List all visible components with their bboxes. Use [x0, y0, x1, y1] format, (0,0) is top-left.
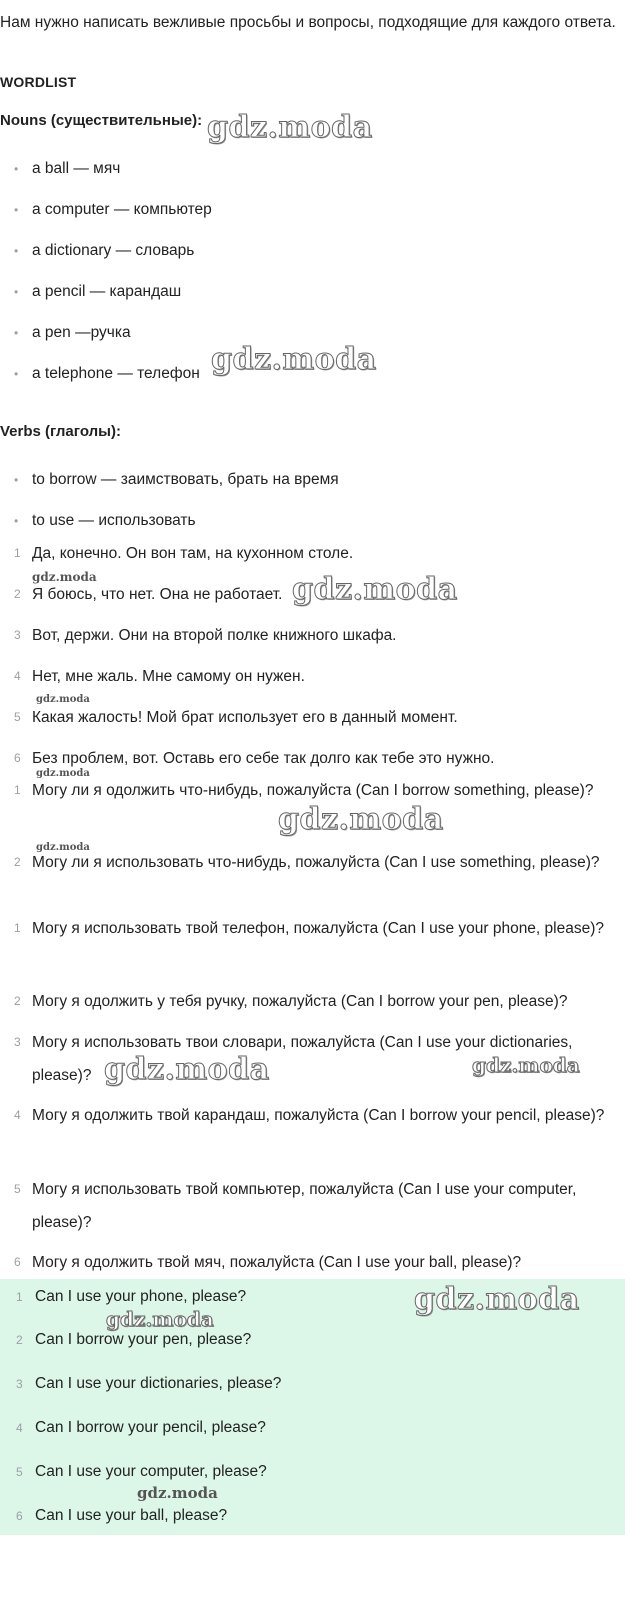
noun-item: • a pen —ручка: [14, 324, 131, 341]
bullet-icon: •: [14, 285, 19, 299]
verbs-heading: Verbs (глаголы):: [0, 423, 121, 440]
bullet-icon: •: [14, 367, 19, 381]
verb-item: • to use — использовать: [14, 512, 196, 529]
answer-item: 5 Can I use your computer, please?: [16, 1463, 267, 1480]
bullet-icon: •: [14, 203, 19, 217]
noun-item: • a pencil — карандаш: [14, 283, 182, 300]
request-item: 3 Могу я использовать твои словари, пожалуйста (Can I use your dictionaries, please)?: [14, 1034, 573, 1084]
watermark-logo: gdz.moda: [36, 768, 90, 779]
translation-item: 6 Без проблем, вот. Оставь его себе так долго как тебе это нужно.: [14, 750, 495, 767]
translation-item: 5 Какая жалость! Мой брат использует его в данный момент.: [14, 709, 458, 726]
watermark-logo: gdz.moda: [32, 570, 97, 584]
answer-item: 4 Can I borrow your pencil, please?: [16, 1419, 266, 1436]
answer-item: 6 Can I use your ball, please?: [16, 1507, 228, 1524]
request-item: 4 Могу я одолжить твой карандаш, пожалуйста (Can I borrow your pencil, please)?: [14, 1107, 605, 1124]
bullet-icon: •: [14, 326, 19, 340]
watermark-logo: gdz.moda: [278, 802, 444, 837]
answers-block: [0, 1279, 625, 1535]
watermark-logo: gdz.moda: [104, 1052, 270, 1087]
request-item: 5 Могу я использовать твой компьютер, пожалуйста (Can I use your computer, please)?: [14, 1181, 577, 1231]
translation-item: 2 Я боюсь, что нет. Она не работает.: [14, 586, 283, 603]
noun-item: • a computer — компьютер: [14, 201, 212, 218]
answer-item: 3 Can I use your dictionaries, please?: [16, 1375, 282, 1392]
watermark-logo: gdz.moda: [207, 110, 373, 145]
watermark-logo: gdz.moda: [106, 1307, 214, 1331]
request-item: 2 Могу я одолжить у тебя ручку, пожалуйста (Can I borrow your pen, please)?: [14, 993, 568, 1010]
watermark-logo: gdz.moda: [292, 572, 458, 607]
request-item: 1 Могу я использовать твой телефон, пожалуйста (Can I use your phone, please)?: [14, 920, 605, 937]
answer-item: 1 Can I use your phone, please?: [16, 1288, 247, 1305]
generic-question-item: 1 Могу ли я одолжить что-нибудь, пожалуйста (Can I borrow something, please)?: [14, 782, 594, 799]
verb-item: • to borrow — заимствовать, брать на время: [14, 471, 339, 488]
watermark-logo: gdz.moda: [137, 1484, 218, 1502]
watermark-logo: gdz.moda: [36, 694, 90, 705]
watermark-logo: gdz.moda: [211, 342, 377, 377]
noun-item: • a ball — мяч: [14, 160, 121, 177]
request-item: 6 Могу я одолжить твой мяч, пожалуйста (Can I use your ball, please)?: [14, 1254, 522, 1271]
nouns-heading: Nouns (существительные):: [0, 112, 203, 129]
generic-question-item: 2 Могу ли я использовать что-нибудь, пожалуйста (Can I use something, please)?: [14, 854, 600, 871]
intro-text: Нам нужно написать вежливые просьбы и вопросы, подходящие для каждого ответа.: [0, 14, 616, 31]
bullet-icon: •: [14, 473, 19, 487]
watermark-logo: gdz.moda: [36, 842, 90, 853]
translation-item: 1 Да, конечно. Он вон там, на кухонном столе.: [14, 545, 354, 562]
watermark-logo: gdz.moda: [472, 1053, 580, 1077]
wordlist-heading: WORDLIST: [0, 74, 77, 90]
translation-item: 3 Вот, держи. Они на второй полке книжного шкафа.: [14, 627, 397, 644]
bullet-icon: •: [14, 244, 19, 258]
translation-item: 4 Нет, мне жаль. Мне самому он нужен.: [14, 668, 305, 685]
answer-item: 2 Can I borrow your pen, please?: [16, 1331, 252, 1348]
watermark-logo: gdz.moda: [414, 1282, 580, 1317]
noun-item: • a dictionary — словарь: [14, 242, 195, 259]
bullet-icon: •: [14, 162, 19, 176]
noun-item: • a telephone — телефон: [14, 365, 200, 382]
bullet-icon: •: [14, 514, 19, 528]
